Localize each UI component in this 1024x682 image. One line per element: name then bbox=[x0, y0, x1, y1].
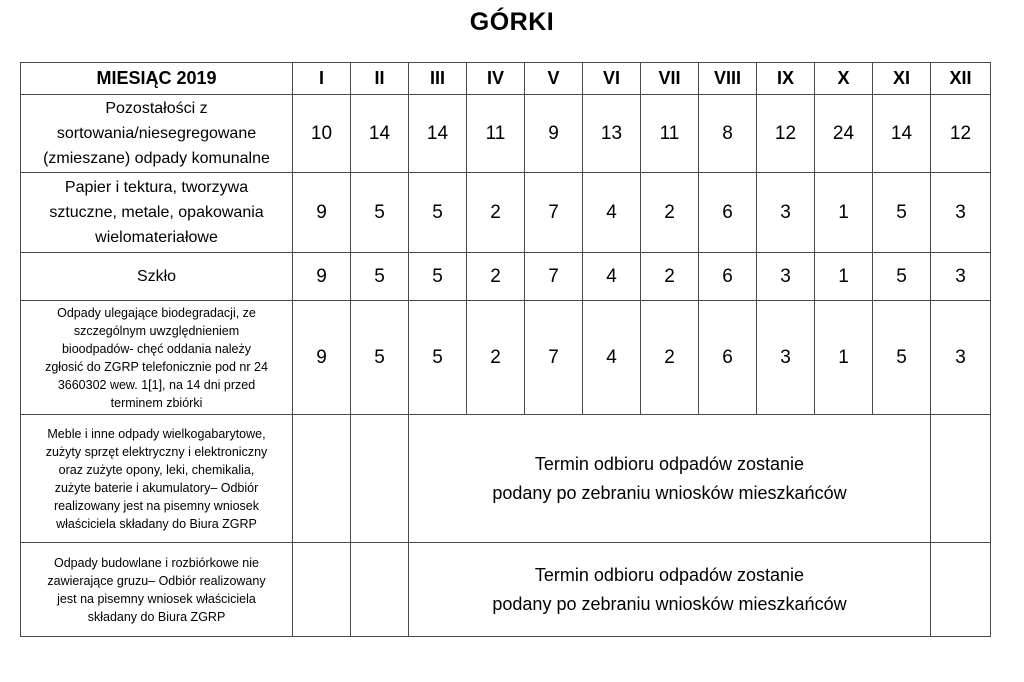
table-row bbox=[21, 253, 991, 301]
pickup-day: 2 bbox=[641, 253, 699, 301]
label-line: zgłosić do ZGRP telefonicznie pod nr 24 bbox=[45, 359, 268, 374]
pickup-day: 6 bbox=[699, 301, 757, 415]
note-line: Termin odbioru odpadów zostanie bbox=[534, 564, 805, 585]
schedule-note bbox=[409, 415, 931, 543]
label-line: (zmieszane) odpady komunalne bbox=[43, 150, 270, 167]
month-header: III bbox=[409, 63, 467, 95]
pickup-day: 6 bbox=[699, 173, 757, 253]
pickup-day: 1 bbox=[815, 301, 873, 415]
pickup-day: 3 bbox=[757, 301, 815, 415]
label-line: Pozostałości z bbox=[105, 100, 208, 117]
table-row bbox=[21, 415, 991, 543]
label-line: sortowania/niesegregowane bbox=[56, 125, 257, 142]
pickup-day: 4 bbox=[583, 301, 641, 415]
pickup-day: 8 bbox=[699, 95, 757, 173]
pickup-day: 3 bbox=[931, 253, 991, 301]
pickup-day: 5 bbox=[873, 173, 931, 253]
pickup-day: 5 bbox=[351, 253, 409, 301]
pickup-day: 4 bbox=[583, 253, 641, 301]
month-header: V bbox=[525, 63, 583, 95]
pickup-day: 5 bbox=[409, 173, 467, 253]
pickup-day: 1 bbox=[815, 253, 873, 301]
pickup-day: 7 bbox=[525, 253, 583, 301]
pickup-day: 1 bbox=[815, 173, 873, 253]
table-row bbox=[21, 95, 991, 173]
waste-type-label bbox=[21, 95, 293, 173]
label-line: Meble i inne odpady wielkogabarytowe, bbox=[47, 426, 266, 441]
empty-cell bbox=[351, 415, 409, 543]
empty-cell bbox=[351, 543, 409, 637]
pickup-day: 9 bbox=[525, 95, 583, 173]
pickup-day: 14 bbox=[351, 95, 409, 173]
pickup-day: 7 bbox=[525, 173, 583, 253]
pickup-day: 6 bbox=[699, 253, 757, 301]
pickup-day: 2 bbox=[641, 301, 699, 415]
pickup-day: 9 bbox=[293, 253, 351, 301]
table-row bbox=[21, 173, 991, 253]
month-header: VII bbox=[641, 63, 699, 95]
pickup-day: 5 bbox=[873, 301, 931, 415]
month-header: IV bbox=[467, 63, 525, 95]
header-row bbox=[21, 63, 991, 95]
label-line: Papier i tektura, tworzywa bbox=[64, 179, 249, 196]
empty-cell bbox=[931, 415, 991, 543]
pickup-day: 24 bbox=[815, 95, 873, 173]
pickup-day: 5 bbox=[351, 173, 409, 253]
label-line: terminem zbiórki bbox=[110, 395, 203, 410]
month-header: IX bbox=[757, 63, 815, 95]
label-line: właściciela składany do Biura ZGRP bbox=[56, 516, 257, 531]
schedule-note bbox=[409, 543, 931, 637]
pickup-day: 9 bbox=[293, 173, 351, 253]
pickup-day: 3 bbox=[757, 253, 815, 301]
label-line: składany do Biura ZGRP bbox=[87, 609, 226, 624]
empty-cell bbox=[293, 415, 351, 543]
note-line: Termin odbioru odpadów zostanie bbox=[534, 453, 805, 474]
month-header-label: MIESIĄC 2019 bbox=[21, 63, 293, 95]
label-line: zawierające gruzu– Odbiór realizowany bbox=[47, 573, 266, 588]
waste-type-label bbox=[21, 415, 293, 543]
pickup-day: 13 bbox=[583, 95, 641, 173]
month-header: XII bbox=[931, 63, 991, 95]
pickup-day: 10 bbox=[293, 95, 351, 173]
label-line: szczególnym uwzględnieniem bbox=[73, 323, 240, 338]
pickup-day: 2 bbox=[467, 173, 525, 253]
waste-type-label bbox=[21, 253, 293, 301]
table-row bbox=[21, 301, 991, 415]
pickup-day: 2 bbox=[467, 301, 525, 415]
label-line: Odpady budowlane i rozbiórkowe nie bbox=[54, 555, 259, 570]
pickup-day: 5 bbox=[409, 301, 467, 415]
label-line: sztuczne, metale, opakowania bbox=[49, 204, 264, 221]
label-line: oraz zużyte opony, leki, chemikalia, bbox=[58, 462, 255, 477]
waste-type-label bbox=[21, 301, 293, 415]
label-line: Szkło bbox=[136, 268, 177, 285]
label-line: jest na pisemny wniosek właściciela bbox=[57, 591, 256, 606]
pickup-day: 5 bbox=[351, 301, 409, 415]
month-header: I bbox=[293, 63, 351, 95]
month-header: X bbox=[815, 63, 873, 95]
month-header: XI bbox=[873, 63, 931, 95]
note-line: podany po zebraniu wniosków mieszkańców bbox=[492, 482, 847, 503]
pickup-day: 3 bbox=[931, 301, 991, 415]
label-line: wielomateriałowe bbox=[95, 229, 218, 246]
empty-cell bbox=[931, 543, 991, 637]
pickup-day: 7 bbox=[525, 301, 583, 415]
pickup-day: 12 bbox=[757, 95, 815, 173]
pickup-day: 4 bbox=[583, 173, 641, 253]
month-header: VIII bbox=[699, 63, 757, 95]
label-line: Odpady ulegające biodegradacji, ze bbox=[57, 305, 256, 320]
pickup-day: 11 bbox=[467, 95, 525, 173]
label-line: zużyty sprzęt elektryczny i elektroniczny bbox=[45, 444, 268, 459]
label-line: zużyte baterie i akumulatory– Odbiór bbox=[54, 480, 259, 495]
pickup-day: 14 bbox=[409, 95, 467, 173]
label-line: bioodpadów- chęć oddania należy bbox=[61, 341, 252, 356]
pickup-day: 14 bbox=[873, 95, 931, 173]
pickup-day: 3 bbox=[931, 173, 991, 253]
pickup-day: 12 bbox=[931, 95, 991, 173]
pickup-day: 3 bbox=[757, 173, 815, 253]
waste-type-label bbox=[21, 173, 293, 253]
pickup-day: 5 bbox=[409, 253, 467, 301]
pickup-day: 9 bbox=[293, 301, 351, 415]
month-header: II bbox=[351, 63, 409, 95]
month-header: VI bbox=[583, 63, 641, 95]
label-line: realizowany jest na pisemny wniosek bbox=[54, 498, 259, 513]
table-row bbox=[21, 543, 991, 637]
pickup-day: 2 bbox=[641, 173, 699, 253]
page-title: GÓRKI bbox=[469, 8, 555, 36]
pickup-day: 11 bbox=[641, 95, 699, 173]
waste-type-label bbox=[21, 543, 293, 637]
waste-schedule-table bbox=[20, 62, 991, 637]
label-line: 3660302 wew. 1[1], na 14 dni przed bbox=[57, 377, 256, 392]
pickup-day: 5 bbox=[873, 253, 931, 301]
pickup-day: 2 bbox=[467, 253, 525, 301]
note-line: podany po zebraniu wniosków mieszkańców bbox=[492, 593, 847, 614]
empty-cell bbox=[293, 543, 351, 637]
